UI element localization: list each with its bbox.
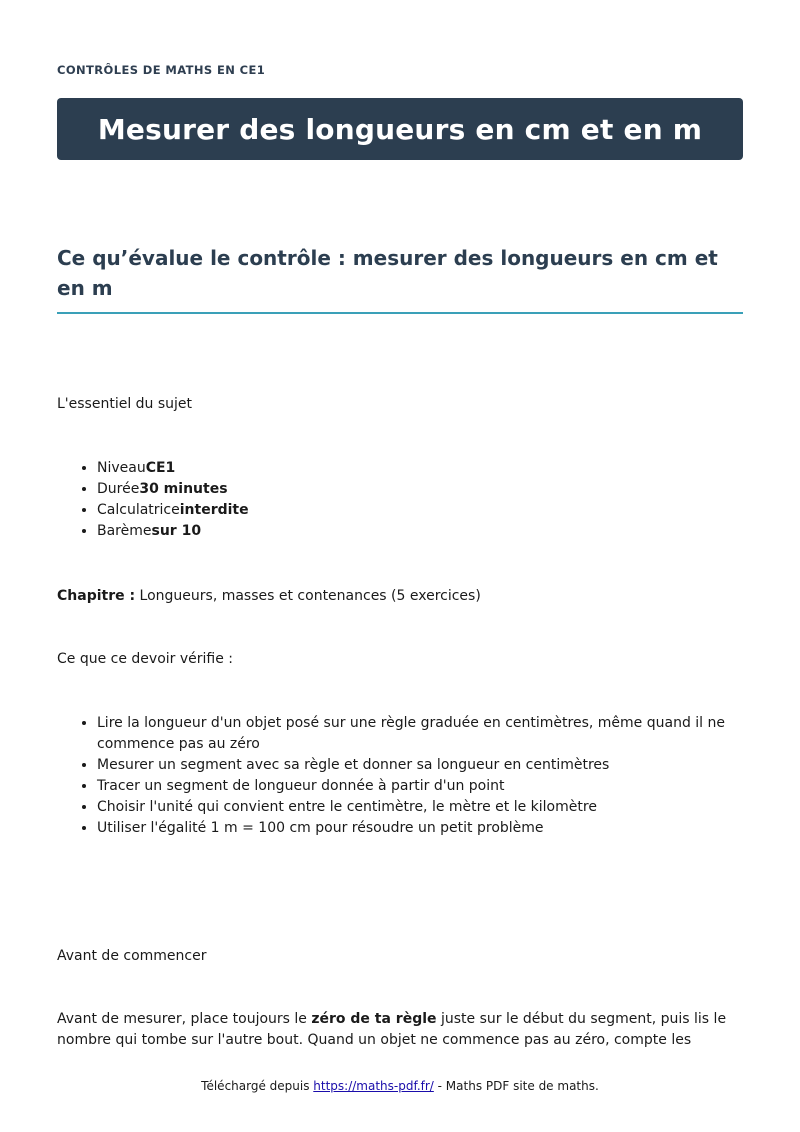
avant-paragraph: Avant de mesurer, place toujours le zéro de ta règle juste sur le début du segment, puis lis le nombre qui tombe sur l'autre bout. Quand un objet ne commence pas au zéro, compte les <box>57 1011 727 1048</box>
list-item: • Mesurer un segment avec sa règle et donner sa longueur en centimètres <box>97 755 743 776</box>
section-heading: Ce qu’évalue le contrôle : mesurer des longueurs en cm et en m <box>57 243 743 314</box>
document-kicker: CONTRÔLES DE MATHS EN CE1 <box>57 63 266 77</box>
list-item-calculatrice: • Calculatriceinterdite <box>97 500 743 521</box>
list-item-bareme: • Barèmesur 10 <box>97 521 743 542</box>
chapitre-label: Chapitre : <box>57 588 136 604</box>
essentiel-heading: L'essentiel du sujet <box>57 396 193 412</box>
page-title: Mesurer des longueurs en cm et en m <box>97 112 703 146</box>
list-item: • Tracer un segment de longueur donnée à partir d'un point <box>97 776 743 797</box>
site-link[interactable]: https://maths-pdf.fr/ <box>313 1079 434 1093</box>
chapitre-text: Longueurs, masses et contenances (5 exercices) <box>135 588 481 604</box>
page-footer: Téléchargé depuis https://maths-pdf.fr/ - Maths PDF site de maths. <box>201 1079 599 1093</box>
list-item: • Utiliser l'égalité 1 m = 100 cm pour résoudre un petit problème <box>97 818 743 839</box>
chapitre-line <box>57 586 481 607</box>
objectives-list <box>57 713 743 839</box>
list-item: • Choisir l'unité qui convient entre le centimètre, le mètre et le kilomètre <box>97 797 743 818</box>
verifie-heading: Ce que ce devoir vérifie : <box>57 651 234 667</box>
list-item-niveau: • NiveauCE1 <box>97 458 743 479</box>
avant-heading: Avant de commencer <box>57 948 207 964</box>
list-item: • Lire la longueur d'un objet posé sur une règle graduée en centimètres, même quand il ne commence pas au zéro <box>97 713 743 755</box>
essentiel-list <box>57 458 743 542</box>
list-item-duree: • Durée30 minutes <box>97 479 743 500</box>
title-banner <box>57 98 743 160</box>
